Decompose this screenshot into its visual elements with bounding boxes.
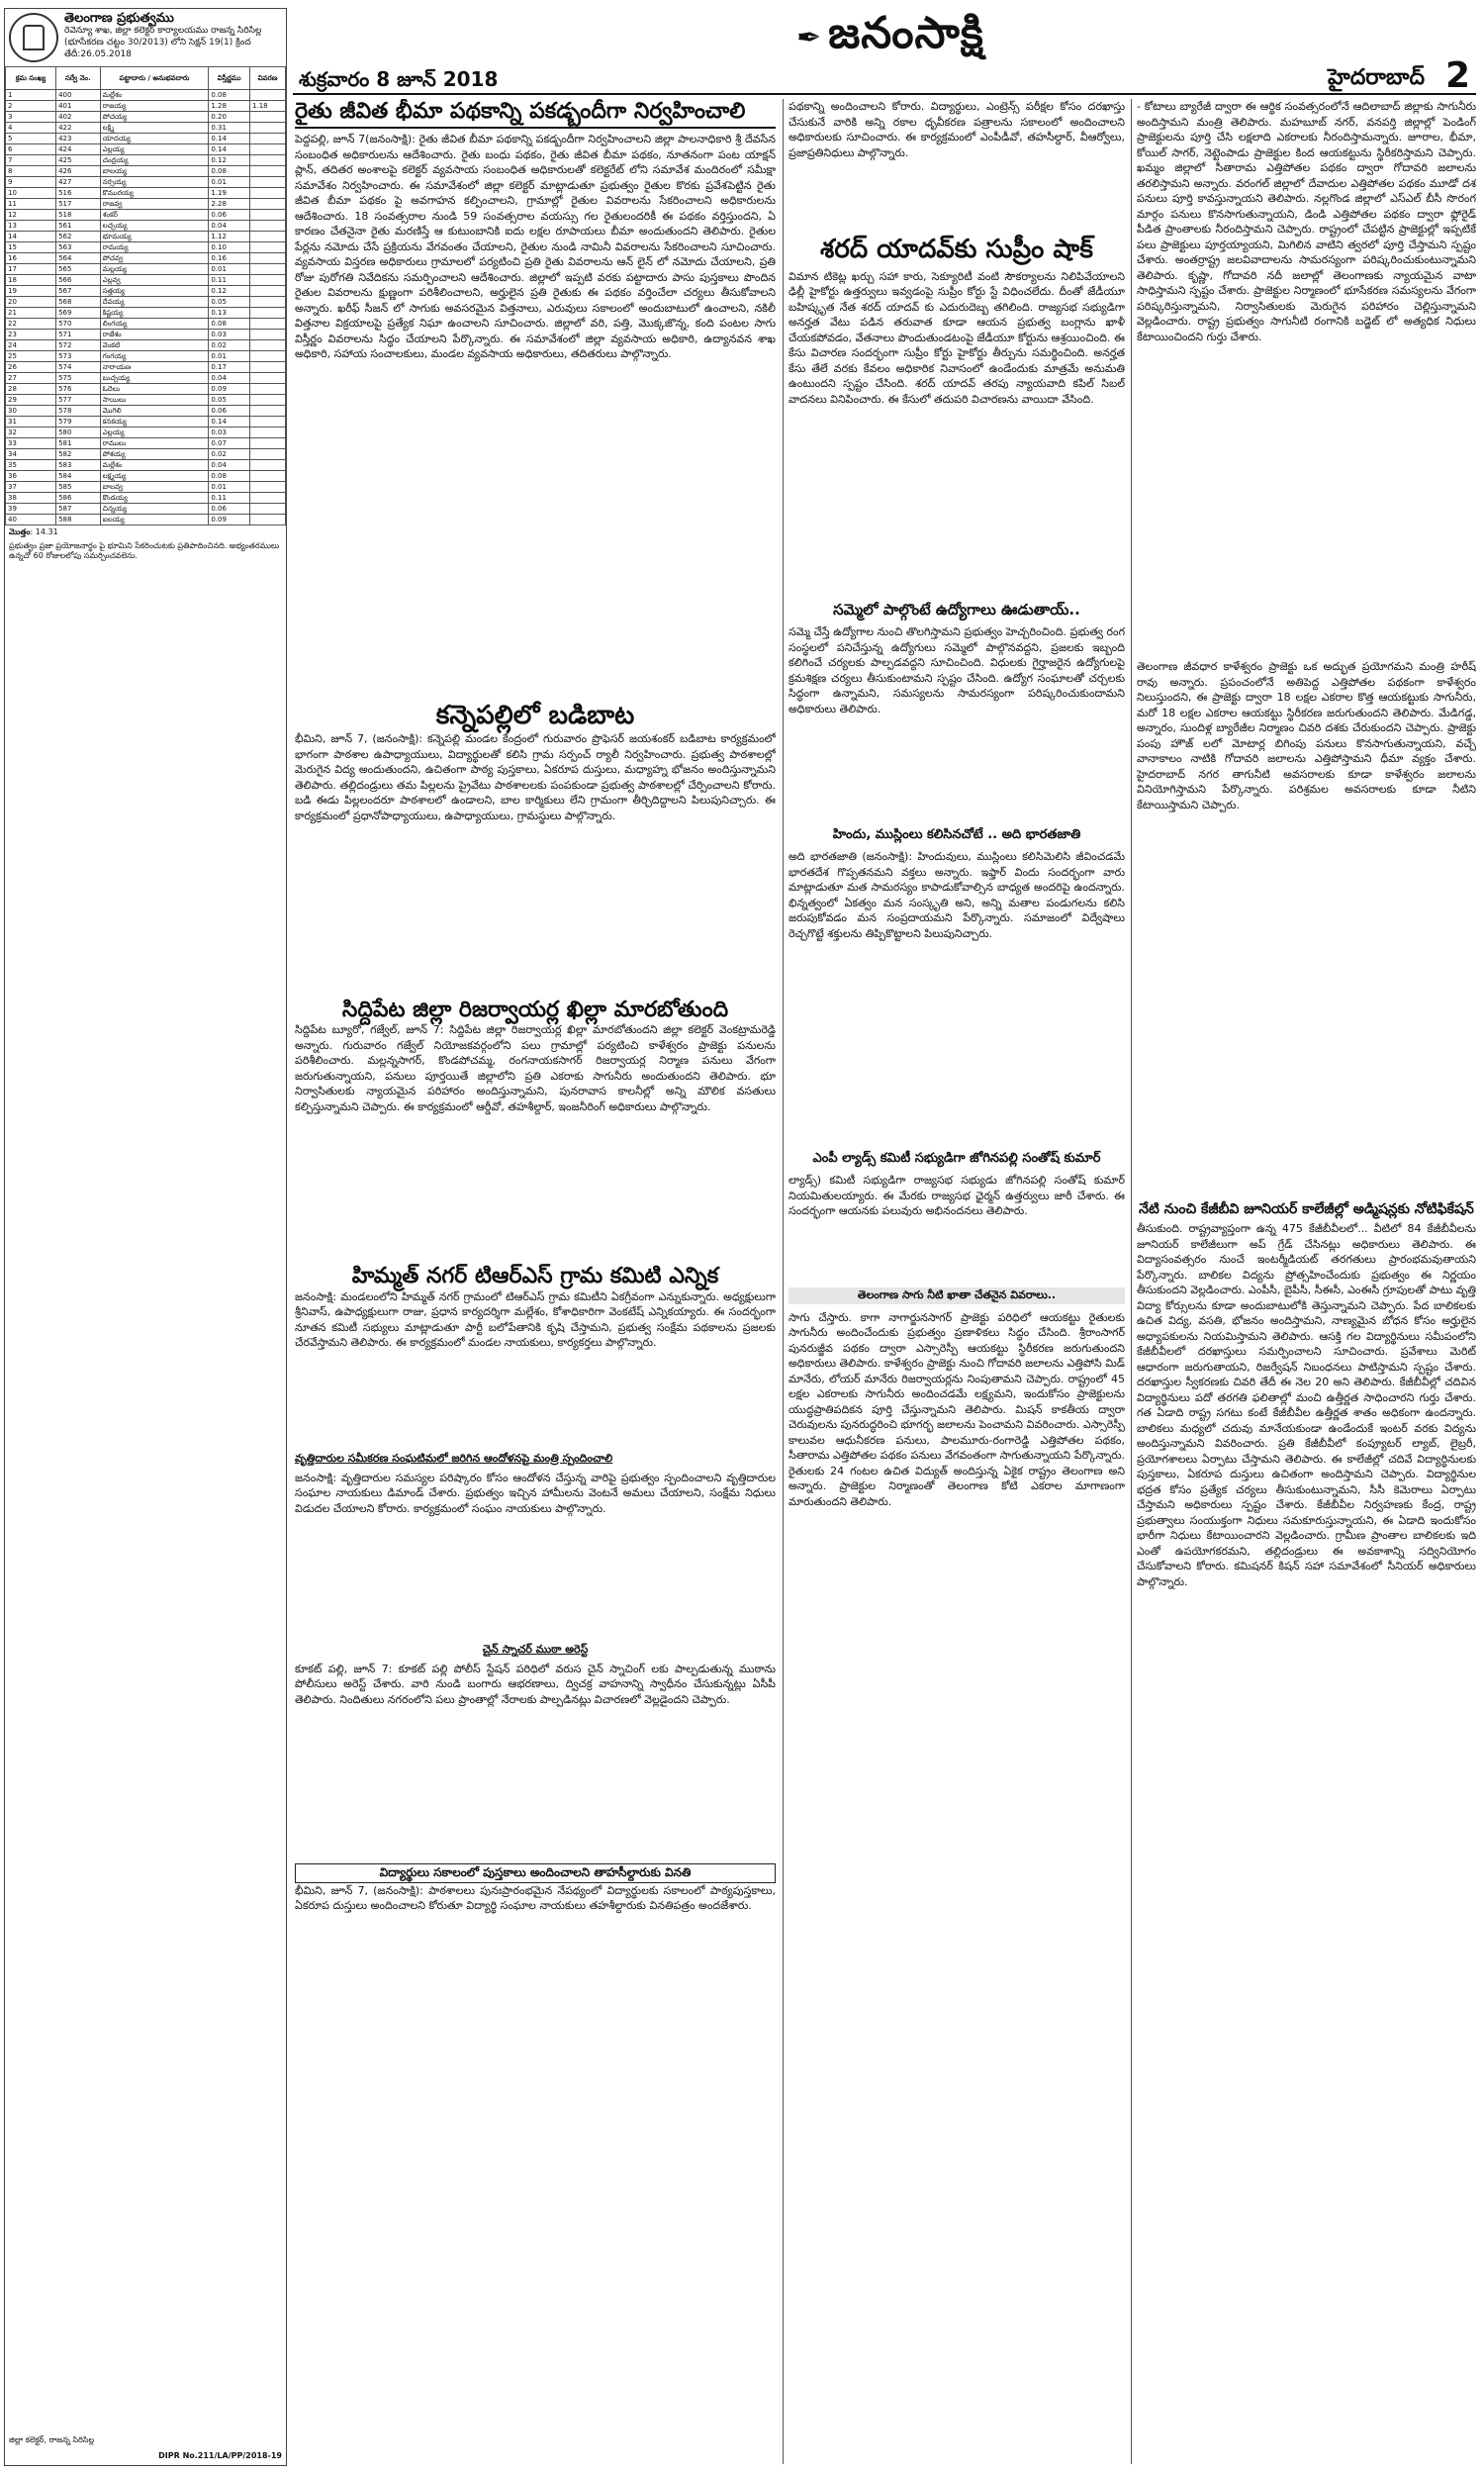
table-cell: 0.04: [209, 373, 250, 384]
table-cell: 8: [6, 166, 56, 177]
table-cell: 0.01: [209, 264, 250, 275]
column-a: [295, 99, 776, 2469]
table-cell: 517: [56, 199, 101, 210]
table-cell: 18: [6, 275, 56, 286]
table-cell: 0.14: [209, 144, 250, 155]
table-cell: 0.16: [209, 253, 250, 264]
table-cell: 568: [56, 297, 101, 308]
table-row: [6, 471, 286, 482]
table-cell: 0.13: [209, 308, 250, 319]
table-cell: 37: [6, 482, 56, 493]
table-cell: 33: [6, 438, 56, 449]
notice-header: [5, 9, 286, 66]
table-cell: రాజయ్య: [100, 101, 209, 112]
table-cell: [250, 286, 286, 297]
table-cell: 0.14: [209, 134, 250, 144]
article-siddipet: సిద్దిపేట బ్యూరో, గజ్వేల్, జూన్ 7: సిద్దిపేట జిల్లా రిజర్వాయర్ల ఖిల్లా మారబోతుందని జిల్లా కలెక్టర్ వెంకట్రామరెడ్డి అన్నారు. గురువారం గజ్వేల్ నియోజకవర్గంలోని పలు గ్రామాల్లో పర్యటించి కాళేశ్వరం ప్రాజెక్టు పనులను పరిశీలించారు. మల్లన్నసాగర్, కొండపోచమ్మ, రంగనాయకసాగర్ రిజర్వాయర్ల నిర్మాణ పనులు వేగంగా జరుగుతున్నాయని, పనులు పూర్తయితే జిల్లాలోని ప్రతి ఎకరాకు సాగునీరు అందుతుందని తెలిపారు. భూ నిర్వాసితులకు న్యాయమైన పరిహారం అందిస్తున్నామని, పునరావాస కాలనీల్లో అన్ని మౌలిక వసతులు కల్పిస్తున్నామని చెప్పారు. ఈ కార్యక్రమంలో ఆర్డీవో, తహశీల్దార్, ఇంజనీరింగ్ అధికారులు పాల్గొన్నారు.: [295, 1023, 776, 1113]
notice-table-header: క్రమ సంఖ్య: [6, 67, 56, 90]
dipr-number: DIPR No.211/LA/PP/2018-19: [158, 2451, 282, 2460]
table-cell: [250, 438, 286, 449]
table-cell: దేవయ్య: [100, 297, 209, 308]
table-cell: ఎల్లయ్య: [100, 428, 209, 438]
notice-signature: జిల్లా కలెక్టర్, రాజన్న సిరిసిల్ల: [9, 2435, 95, 2444]
table-row: [6, 112, 286, 123]
table-cell: 36: [6, 471, 56, 482]
table-cell: [250, 210, 286, 221]
table-cell: 5: [6, 134, 56, 144]
headline-textbooks: విద్యార్థులు సకాలంలో పుస్తకాలు అందించాలని తాహసీల్దారుకు వినతి: [295, 1863, 776, 1883]
table-cell: 584: [56, 471, 101, 482]
table-cell: కిష్టయ్య: [100, 308, 209, 319]
table-cell: 9: [6, 177, 56, 188]
table-cell: 1.28: [209, 101, 250, 112]
table-cell: 422: [56, 123, 101, 134]
table-cell: నారాయణ: [100, 362, 209, 373]
land-acquisition-notice: [4, 8, 287, 2466]
table-cell: 587: [56, 504, 101, 515]
table-cell: 564: [56, 253, 101, 264]
column-divider: [1131, 99, 1132, 2464]
table-cell: [250, 166, 286, 177]
table-cell: [250, 373, 286, 384]
table-cell: 516: [56, 188, 101, 199]
table-cell: పోచవ్వ: [100, 253, 209, 264]
table-cell: 0.20: [209, 112, 250, 123]
table-cell: 4: [6, 123, 56, 134]
table-cell: [250, 123, 286, 134]
table-cell: [250, 264, 286, 275]
table-row: [6, 90, 286, 101]
table-cell: 31: [6, 417, 56, 428]
table-cell: [250, 395, 286, 406]
table-cell: [250, 449, 286, 460]
table-cell: మల్లేశం: [100, 90, 209, 101]
table-cell: 565: [56, 264, 101, 275]
table-row: [6, 210, 286, 221]
table-cell: 30: [6, 406, 56, 417]
table-row: [6, 438, 286, 449]
table-cell: 11: [6, 199, 56, 210]
table-row: [6, 362, 286, 373]
table-cell: శంకర్: [100, 210, 209, 221]
table-cell: 35: [6, 460, 56, 471]
headline-siddipet: సిద్దిపేట జిల్లా రిజర్వాయర్ల ఖిల్లా మారబోతుంది: [341, 998, 729, 1023]
table-cell: 588: [56, 515, 101, 525]
subhead-artisans: వృత్తిదారుల సమీకరణ సంఘటిమలో జరిగిన ఆందోళనపై మంత్రి స్పందించాలి: [295, 1451, 613, 1465]
table-row: [6, 144, 286, 155]
article-farmer-insurance: పెద్దపల్లి, జూన్ 7(జనంసాక్షి): రైతు జీవిత బీమా పథకాన్ని పకడ్బందీగా నిర్వహించాలని జిల్లా పాలనాధికారి శ్రీ దేవసేన సంబంధిత అధికారులను ఆదేశించారు. రైతు బంధు పథకం, రైతు జీవిత బీమా పథకం, నూతనంగా పంట యాక్షన్ ప్లాన్, తదితర అంశాలపై కలెక్టర్ వ్యవసాయ సంబంధిత అధికారులతో కలెక్టరేట్ లోని సమావేశ మందిరంలో సమీక్షా సమావేశం నిర్వహించారు. ఈ సమావేశంలో జిల్లా కలెక్టర్ మాట్లాడుతూ ప్రభుత్వం రైతుల కొరకు ప్రవేశపెట్టిన రైతు జీవిత బీమా పథకం పై అవగాహన కల్పించాలని, గ్రామాల్లో రైతుల వివరాలను సేకరించాలని అధికారులను ఆదేశించారు. 18 సంవత్సరాల నుండి 59 సంవత్సరాల వయస్సు గల రైతులందరికీ ఈ పథకం వర్తిస్తుందని, ఏ కారణం చేతనైనా రైతు మరణిస్తే ఆ కుటుంబానికి ఐదు లక్షల రూపాయలు బీమా అందుతుందని తెలిపారు. రైతుల పేర్లను నమోదు చేసే ప్రక్రియను వేగవంతం చేయాలని, రైతుల నుండి నామినీ వివరాలను సేకరించాలని సూచించారు. వ్యవసాయ విస్తరణ అధికారులు గ్రామాలలో పర్యటించి ప్రతి రైతు వివరాలను ఆన్ లైన్ లో నమోదు చేయాలని, ప్రతి రోజు పురోగతి నివేదికను సమర్పించాలని ఆదేశించారు. జిల్లాలో ఇప్పటి వరకు పట్టాదారు పాసు పుస్తకాలు పొందిన రైతుల వివరాలను క్షుణ్ణంగా పరిశీలించాలని, అర్హులైన ప్రతి రైతుకు ఈ పథకం వర్తించేలా చర్యలు తీసుకోవాలని అన్నారు. ఖరీఫ్ సీజన్ లో సాగుకు అవసరమైన విత్తనాలు, ఎరువులు సకాలంలో అందుబాటులో ఉంచాలని, నకిలీ విత్తనాల విక్రయాలపై ప్రత్యేక నిఘా ఉంచాలని సూచించారు. జిల్లాలో వరి, పత్తి, మొక్కజొన్న, కంది పంటల సాగు విస్తీర్ణం వివరాలను సిద్ధం చేయాలని పేర్కొన్నారు. ఈ సమావేశంలో జిల్లా వ్యవసాయ అధికారి, ఉద్యానవన శాఖ అధికారి, సహాయ సంచాలకులు, మండల వ్యవసాయ అధికారులు, తదితరులు పాల్గొన్నారు.: [295, 133, 776, 361]
table-row: [6, 449, 286, 460]
article-himmat-nagar: జనంసాక్షి: మండలంలోని హిమ్మత్ నగర్ గ్రామంలో టిఆర్ఎస్ గ్రామ కమిటీని ఏకగ్రీవంగా ఎన్నుకున్నారు. అధ్యక్షులుగా శ్రీనివాస్, ఉపాధ్యక్షులుగా రాజు, ప్రధాన కార్యదర్శిగా మల్లేశం, కోశాధికారిగా వెంకటేష్ ఎన్నికయ్యారు. ఈ సందర్భంగా నూతన కమిటీ సభ్యులు మాట్లాడుతూ పార్టీ బలోపేతానికి కృషి చేస్తామని, ప్రభుత్వ సంక్షేమ పథకాలను ప్రజలకు చేరవేస్తామని తెలిపారు. ఈ కార్యక్రమంలో మండల నాయకులు, కార్యకర్తలు పాల్గొన్నారు.: [295, 1289, 776, 1350]
table-cell: 0.10: [209, 242, 250, 253]
notice-date: తేదీ:26.05.2018: [64, 49, 132, 59]
table-cell: 12: [6, 210, 56, 221]
table-cell: బుచ్చయ్య: [100, 373, 209, 384]
table-cell: [250, 134, 286, 144]
table-cell: ఎల్లవ్వ: [100, 275, 209, 286]
table-cell: 19: [6, 286, 56, 297]
table-cell: 583: [56, 460, 101, 471]
table-cell: 0.11: [209, 275, 250, 286]
headline-unity: హిందు, ముస్లింలు కలిసినచోటే .. అది భారతజాతి: [832, 827, 1081, 843]
table-cell: [250, 188, 286, 199]
table-cell: 424: [56, 144, 101, 155]
column-c: [1137, 99, 1476, 2469]
table-row: [6, 242, 286, 253]
table-cell: [250, 144, 286, 155]
table-row: [6, 515, 286, 525]
article-unity: అది భారతజాతి (జనంసాక్షి): హిందువులు, ముస్లింలు కలిసిమెలిసి జీవించడమే భారతదేశ గొప్పతనమని వక్తలు అన్నారు. ఇఫ్తార్ విందు సందర్భంగా వారు మాట్లాడుతూ మత సామరస్యం కాపాడుకోవాల్సిన బాధ్యత అందరిపై ఉందన్నారు. భిన్నత్వంలో ఏకత్వం మన సంస్కృతి అని, అన్ని మతాల పండుగలను కలిసి జరుపుకోవడం మన సంప్రదాయమని పేర్కొన్నారు. సమాజంలో విద్వేషాలు రెచ్చగొట్టే శక్తులను తిప్పికొట్టాలని పిలుపునిచ్చారు.: [788, 850, 1125, 940]
article-badibata: భీమిని, జూన్ 7, (జనంసాక్షి): కన్నెపల్లి మండల కేంద్రంలో గురువారం ప్రొఫెసర్ జయశంకర్ బడిబాట కార్యక్రమంలో భాగంగా పాఠశాల ఉపాధ్యాయులు, విద్యార్థులతో కలిసి గ్రామ సర్పంచ్ ర్యాలీ నిర్వహించారు. ప్రభుత్వ పాఠశాలల్లో మెరుగైన విద్య అందుతుందని, ఉచితంగా పాఠ్య పుస్తకాలు, ఏకరూప దుస్తులు, మధ్యాహ్న భోజనం అందిస్తున్నామని తెలిపారు. తల్లిదండ్రులు తమ పిల్లలను ప్రైవేటు పాఠశాలలకు పంపకుండా ప్రభుత్వ పాఠశాలల్లో చేర్పించాలని కోరారు. బడి ఈడు పిల్లలందరూ పాఠశాలలో ఉండాలని, బాల కార్మికులు లేని గ్రామంగా తీర్చిదిద్దాలని పిలుపునిచ్చారు. ఈ కార్యక్రమంలో ప్రధానోపాధ్యాయులు, ఉపాధ్యాయులు, గ్రామస్థులు పాల్గొన్నారు.: [295, 732, 776, 822]
table-row: [6, 504, 286, 515]
headline-rule: [295, 127, 776, 129]
table-row: [6, 232, 286, 242]
table-cell: సత్తయ్య: [100, 286, 209, 297]
table-cell: రాజవ్వ: [100, 199, 209, 210]
table-cell: [250, 417, 286, 428]
table-cell: 0.05: [209, 297, 250, 308]
table-cell: 0.02: [209, 340, 250, 351]
table-cell: 2: [6, 101, 56, 112]
table-cell: చిన్నయ్య: [100, 504, 209, 515]
table-cell: మల్లయ్య: [100, 264, 209, 275]
headline-farmer-insurance: రైతు జీవిత భీమా పథకాన్ని పకడ్బందీగా నిర్వహించాలి: [295, 99, 746, 124]
table-cell: 0.06: [209, 504, 250, 515]
notice-total: మొత్తం: 14.31: [9, 527, 58, 536]
table-cell: [250, 297, 286, 308]
table-row: [6, 493, 286, 504]
article-textbooks: భీమిని, జూన్ 7, (జనంసాక్షి): పాఠశాలలు పునఃప్రారంభమైన నేపథ్యంలో విద్యార్థులకు సకాలంలో పాఠ్యపుస్తకాలు, ఏకరూప దుస్తులు అందించాలని కోరుతూ విద్యార్థి సంఘాల నాయకులు తహశీల్దారుకు వినతిపత్రం అందజేశారు.: [295, 1883, 776, 1913]
table-cell: 26: [6, 362, 56, 373]
table-cell: 0.07: [209, 438, 250, 449]
table-cell: [250, 362, 286, 373]
table-cell: 0.08: [209, 471, 250, 482]
table-row: [6, 155, 286, 166]
table-cell: 0.08: [209, 166, 250, 177]
headline-strike: సమ్మెలో పాల్గొంటే ఉద్యోగాలు ఊడుతాయ్..: [833, 600, 1080, 619]
table-row: [6, 123, 286, 134]
table-cell: పోశయ్య: [100, 449, 209, 460]
table-cell: [250, 242, 286, 253]
table-cell: భూమయ్య: [100, 232, 209, 242]
edition-city: హైదరాబాద్: [1328, 65, 1425, 90]
government-emblem-icon: [9, 13, 58, 62]
table-cell: 28: [6, 384, 56, 395]
table-row: [6, 460, 286, 471]
table-cell: 20: [6, 297, 56, 308]
table-cell: 0.17: [209, 362, 250, 373]
notice-office: రెవెన్యూ శాఖ, జిల్లా కలెక్టర్ కార్యాలయము రాజన్న సిరిసిల్ల: [64, 26, 262, 36]
article-projects: - కోటాలు బ్యారేజీ ద్వారా ఈ ఆర్థిక సంవత్సరంలోనే ఆదిలాబాద్ జిల్లాకు సాగునీరు అందిస్తామని మంత్రి తెలిపారు. మహబూబ్ నగర్, వనపర్తి జిల్లాల్లో పెండింగ్ ప్రాజెక్టులను పూర్తి చేసి లక్షలాది ఎకరాలకు నీరందిస్తామన్నారు. జూరాల, భీమా, కోయిల్ సాగర్, నెట్టెంపాడు ప్రాజెక్టుల కింద ఆయకట్టును స్థిరీకరిస్తామని చెప్పారు. ఖమ్మం జిల్లాలో సీతారామ ఎత్తిపోతల పథకం ద్వారా గోదావరి జలాలను తరలిస్తామని అన్నారు. వరంగల్ జిల్లాలో దేవాదుల ఎత్తిపోతల పథకం మూడో దశ పనులు పూర్తి కావస్తున్నాయని తెలిపారు. నల్లగొండ జిల్లాలో ఎస్ఎల్ బీసీ సొరంగ మార్గం పనులు కొనసాగుతున్నాయని, డిండి ఎత్తిపోతల పథకం ద్వారా ఫ్లోరైడ్ పీడిత ప్రాంతాలకు నీరందిస్తామని చెప్పారు. రాష్ట్రంలో చేపట్టిన ప్రాజెక్టుల్లో ఇప్పటికే పలు ప్రాజెక్టులు పూర్తయ్యాయని, మిగిలిన వాటిని త్వరలో పూర్తి చేస్తామని స్పష్టం చేశారు. అంతర్రాష్ట్ర జలవివాదాలను సామరస్యంగా పరిష్కరించుకుంటున్నామని తెలిపారు. కృష్ణా, గోదావరి నదీ జలాల్లో తెలంగాణకు న్యాయమైన వాటా సాధిస్తామని స్పష్టం చేశారు. ప్రాజెక్టుల నిర్మాణంలో భూసేకరణ సమస్యలను వేగంగా పరిష్కరిస్తున్నామని, నిర్వాసితులకు మెరుగైన పరిహారం చెల్లిస్తున్నామని వెల్లడించారు. రాష్ట్ర ప్రభుత్వం సాగునీటి రంగానికి బడ్జెట్ లో అత్యధిక నిధులు కేటాయించిందని గుర్తు చేశారు.: [1137, 100, 1476, 343]
table-cell: 561: [56, 221, 101, 232]
article-irrigation: సాగు చేస్తారు. కాగా నాగార్జునసాగర్ ప్రాజెక్టు పరిధిలో ఆయకట్టు రైతులకు సాగునీరు అందించేందుకు ప్రభుత్వం ప్రణాళికలు సిద్ధం చేసింది. శ్రీరాంసాగర్ పునరుజ్జీవ పథకం ద్వారా ఎస్సారెస్పీ ఆయకట్టు స్థిరీకరణ జరుగుతుందని అధికారులు తెలిపారు. కాళేశ్వరం ప్రాజెక్టు నుంచి గోదావరి జలాలను ఎత్తిపోసి మిడ్ మానేరు, లోయర్ మానేరు రిజర్వాయర్లను నింపుతామని చెప్పారు. రాష్ట్రంలో 45 లక్షల ఎకరాలకు సాగునీరు అందించడమే లక్ష్యమని, ఇందుకోసం ప్రాజెక్టులను యుద్ధప్రాతిపదికన పూర్తి చేస్తున్నామని తెలిపారు. మిషన్ కాకతీయ ద్వారా చెరువులను పునరుద్ధరించి భూగర్భ జలాలను పెంచామని వివరించారు. ఎస్సారెస్పీ కాలువల ఆధునీకరణ పనులు, పాలమూరు-రంగారెడ్డి ఎత్తిపోతల పథకం, సీతారామ ఎత్తిపోతల పథకం పనులు వేగవంతంగా సాగుతున్నాయని పేర్కొన్నారు. రైతులకు 24 గంటల ఉచిత విద్యుత్ అందిస్తున్న ఏకైక రాష్ట్రం తెలంగాణ అని అన్నారు. ప్రాజెక్టుల నిర్మాణంతో తెలంగాణ కోటి ఎకరాల మాగాణంగా మారుతుందని తెలిపారు.: [788, 1310, 1125, 1508]
table-cell: 585: [56, 482, 101, 493]
table-row: [6, 177, 286, 188]
table-cell: 17: [6, 264, 56, 275]
table-row: [6, 221, 286, 232]
table-cell: 23: [6, 330, 56, 340]
table-row: [6, 166, 286, 177]
table-cell: 34: [6, 449, 56, 460]
notice-table: [5, 66, 286, 525]
headline-badibata: కన్నెపల్లిలో బడిబాట: [435, 701, 635, 731]
table-cell: 0.09: [209, 384, 250, 395]
table-cell: 562: [56, 232, 101, 242]
table-row: [6, 188, 286, 199]
table-cell: 576: [56, 384, 101, 395]
table-row: [6, 340, 286, 351]
table-cell: 0.06: [209, 210, 250, 221]
table-cell: [250, 504, 286, 515]
table-cell: 1.19: [209, 188, 250, 199]
table-cell: 0.01: [209, 177, 250, 188]
table-cell: [250, 482, 286, 493]
headline-mplads: ఎంపీ ల్యాడ్స్ కమిటీ సభ్యుడిగా జోగినపల్లి సంతోష్ కుమార్: [812, 1151, 1101, 1167]
table-row: [6, 417, 286, 428]
table-row: [6, 384, 286, 395]
notice-table-header: సర్వే నెం.: [56, 67, 101, 90]
table-cell: మొగిలి: [100, 406, 209, 417]
table-cell: 0.09: [209, 515, 250, 525]
table-cell: 400: [56, 90, 101, 101]
table-row: [6, 101, 286, 112]
table-cell: 402: [56, 112, 101, 123]
table-cell: 24: [6, 340, 56, 351]
table-cell: రామయ్య: [100, 242, 209, 253]
newspaper-logo: [796, 8, 984, 69]
table-cell: [250, 275, 286, 286]
table-cell: బాలయ్య: [100, 166, 209, 177]
table-cell: 567: [56, 286, 101, 297]
table-cell: 2.28: [209, 199, 250, 210]
table-cell: [250, 460, 286, 471]
notice-body: ప్రభుత్వం ప్రజా ప్రయోజనార్థం పై భూమిని సేకరించుటకు ప్రతిపాదించినది. అభ్యంతరములు ఉన్నచో 60 రోజులలోపు సమర్పించవలెను.: [9, 541, 280, 560]
table-row: [6, 395, 286, 406]
page-number: 2: [1444, 55, 1470, 96]
table-cell: 10: [6, 188, 56, 199]
article-artisans: జనంసాక్షి: వృత్తిదారుల సమస్యల పరిష్కారం కోసం ఆందోళన చేస్తున్న వారిపై ప్రభుత్వం స్పందించాలని వృత్తిదారుల సంఘాల నాయకులు డిమాండ్ చేశారు. ప్రభుత్వం ఇచ్చిన హామీలను వెంటనే అమలు చేయాలని, సంక్షేమ నిధులు విడుదల చేయాలని కోరారు. కార్యక్రమంలో సంఘం నాయకులు పాల్గొన్నారు.: [295, 1471, 776, 1515]
table-cell: 0.14: [209, 417, 250, 428]
table-cell: ఎల్లయ్య: [100, 144, 209, 155]
table-cell: 426: [56, 166, 101, 177]
table-cell: మల్లేశం: [100, 460, 209, 471]
logo-text: జనంసాక్షి: [828, 8, 984, 58]
masthead-rule: [293, 93, 1476, 95]
table-cell: 0.02: [209, 449, 250, 460]
table-row: [6, 308, 286, 319]
table-cell: 25: [6, 351, 56, 362]
table-row: [6, 319, 286, 330]
table-cell: 586: [56, 493, 101, 504]
table-cell: [250, 199, 286, 210]
table-cell: సాయిలు: [100, 395, 209, 406]
table-cell: 427: [56, 177, 101, 188]
table-cell: [250, 112, 286, 123]
table-cell: 573: [56, 351, 101, 362]
table-cell: [250, 221, 286, 232]
pen-nib-icon: ✒: [796, 21, 823, 55]
table-row: [6, 199, 286, 210]
headline-sharad-yadav: శరద్ యాదవ్‌కు సుప్రీం షాక్: [820, 235, 1093, 264]
table-cell: 566: [56, 275, 101, 286]
table-cell: [250, 232, 286, 242]
table-cell: 582: [56, 449, 101, 460]
table-cell: 14: [6, 232, 56, 242]
table-cell: 518: [56, 210, 101, 221]
table-cell: [250, 90, 286, 101]
headline-irrigation: తెలంగాణ సాగు నీటి ఖాతా చేతనైన వివరాలు..: [788, 1287, 1125, 1304]
table-cell: 401: [56, 101, 101, 112]
table-cell: 0.11: [209, 493, 250, 504]
table-cell: 13: [6, 221, 56, 232]
table-cell: [250, 471, 286, 482]
table-cell: 21: [6, 308, 56, 319]
table-cell: 15: [6, 242, 56, 253]
table-cell: లింగయ్య: [100, 319, 209, 330]
table-row: [6, 275, 286, 286]
table-cell: బాలవ్వ: [100, 482, 209, 493]
table-cell: 0.08: [209, 319, 250, 330]
table-cell: నర్సయ్య: [100, 177, 209, 188]
table-cell: లచ్చయ్య: [100, 221, 209, 232]
table-cell: 27: [6, 373, 56, 384]
table-cell: [250, 253, 286, 264]
table-cell: 0.06: [209, 406, 250, 417]
table-cell: 580: [56, 428, 101, 438]
article-certificates: పథకాన్ని అందించాలని కోరారు. విద్యార్థులు, ఎంట్రెన్స్ పరీక్షల కోసం దరఖాస్తు చేసుకునే వారికి అన్ని రకాల ధృవీకరణ పత్రాలను సకాలంలో అందించాలని అధికారులకు సూచించారు. ఈ కార్యక్రమంలో ఎంపీడీవో, తహసీల్దార్, వీఆర్వోలు, ప్రజాప్రతినిధులు పాల్గొన్నారు.: [788, 100, 1125, 159]
table-cell: [250, 493, 286, 504]
table-cell: 32: [6, 428, 56, 438]
article-chain-snatcher: కూకట్ పల్లి, జూన్ 7: కూకట్ పల్లి పోలీస్ స్టేషన్ పరిధిలో వరుస చైన్ స్నాచింగ్ లకు పాల్పడుతున్న ముఠాను పోలీసులు అరెస్ట్ చేశారు. వారి నుండి బంగారు ఆభరణాలు, ద్విచక్ర వాహనాన్ని స్వాధీనం చేసుకున్నట్లు ఏసీపీ తెలిపారు. నిందితులు నగరంలోని పలు ప్రాంతాల్లో నేరాలకు పాల్పడినట్లు విచారణలో వెల్లడైందని చెప్పారు.: [295, 1662, 776, 1706]
table-cell: 22: [6, 319, 56, 330]
table-cell: పోచయ్య: [100, 112, 209, 123]
table-cell: [250, 330, 286, 340]
table-cell: 40: [6, 515, 56, 525]
headline-himmat-nagar: హిమ్మత్ నగర్ టిఆర్ఎస్ గ్రామ కమిటి ఎన్నిక: [351, 1264, 719, 1289]
table-cell: 425: [56, 155, 101, 166]
table-row: [6, 253, 286, 264]
table-cell: [250, 155, 286, 166]
table-cell: కొమురయ్య: [100, 188, 209, 199]
column-divider: [783, 99, 784, 2464]
article-strike: సమ్మె చేస్తే ఉద్యోగాల నుంచి తొలగిస్తామని ప్రభుత్వం హెచ్చరించింది. ప్రభుత్వ రంగ సంస్థలలో పనిచేస్తున్న ఉద్యోగులు సమ్మెలో పాల్గొనవద్దని, ప్రజలకు ఇబ్బంది కలిగించే చర్యలకు పాల్పడవద్దని సూచించింది. విధులకు గైర్హాజరైన ఉద్యోగులపై క్రమశిక్షణ చర్యలు తీసుకుంటామని స్పష్టం చేసింది. ఉద్యోగ సంఘాలతో చర్చలకు సిద్ధంగా ఉన్నామని, సమస్యలను సామరస్యంగా పరిష్కరించుకుందామని అధికారులు తెలిపారు.: [788, 625, 1125, 715]
table-cell: 572: [56, 340, 101, 351]
table-cell: 39: [6, 504, 56, 515]
notice-gov: తెలంగాణ ప్రభుత్వము: [64, 11, 174, 26]
article-kgbv: తీసుకుంది. రాష్ట్రవ్యాప్తంగా ఉన్న 475 కేజీబీవీలలో... వీటిలో 84 కేజీబీవీలను జూనియర్ కాలేజీలుగా అప్ గ్రేడ్ చేసినట్లు అధికారులు తెలిపారు. ఈ విద్యాసంవత్సరం నుంచే ఇంటర్మీడియట్ తరగతులు ప్రారంభమవుతాయని పేర్కొన్నారు. బాలికల విద్యను ప్రోత్సహించేందుకు ప్రభుత్వం ఈ నిర్ణయం తీసుకుందని వెల్లడించారు. ఎంపీసీ, బైపీసీ, సీఈసీ, ఎంఈసీ గ్రూపులతో పాటు వృత్తి విద్యా కోర్సులను కూడా అందుబాటులోకి తెస్తున్నామని చెప్పారు. పేద బాలికలకు ఉచిత విద్య, వసతి, భోజనం అందిస్తామని, నాణ్యమైన బోధన కోసం అర్హులైన అధ్యాపకులను నియమిస్తామని తెలిపారు. ఆసక్తి గల విద్యార్థినులు సమీపంలోని కేజీబీవీలలో దరఖాస్తులు సమర్పించాలని సూచించారు. ప్రవేశాలు మెరిట్ ఆధారంగా జరుగుతాయని, రిజర్వేషన్ నిబంధనలు పాటిస్తామని స్పష్టం చేశారు. దరఖాస్తుల స్వీకరణకు చివరి తేదీ ఈ నెల 20 అని తెలిపారు. కేజీబీవీల్లో చదివిన విద్యార్థినులు పదో తరగతి ఫలితాల్లో మంచి ఉత్తీర్ణత సాధించారని గుర్తు చేశారు. గత ఏడాది రాష్ట్ర సగటు కంటే కేజీబీవీల ఉత్తీర్ణత శాతం అధికంగా ఉందన్నారు. బాలికలు మధ్యలో చదువు మానేయకుండా ఉండేందుకే ఇంటర్ వరకు విద్యను అందిస్తున్నామని వివరించారు. ప్రతి కేజీబీవీలో కంప్యూటర్ ల్యాబ్, లైబ్రరీ, ప్రయోగశాలలు ఏర్పాటు చేస్తామని తెలిపారు. ఈ కాలేజీల్లో చదివే విద్యార్థినులకు పుస్తకాలు, ఏకరూప దుస్తులు ఉచితంగా అందిస్తామని చెప్పారు. విద్యార్థినుల భద్రత కోసం ప్రత్యేక చర్యలు తీసుకుంటున్నామని, సీసీ కెమెరాలు ఏర్పాటు చేస్తామని అధికారులు స్పష్టం చేశారు. కేజీబీవీల నిర్వహణకు కేంద్ర, రాష్ట్ర ప్రభుత్వాలు సంయుక్తంగా నిధులు సమకూరుస్తున్నాయని, ఈ ఏడాది ఇందుకోసం భారీగా నిధులు కేటాయించారని వెల్లడించారు. గ్రామీణ ప్రాంతాల బాలికలకు ఇది ఎంతో ఉపయోగకరమని, తల్లిదండ్రులు ఈ అవకాశాన్ని సద్వినియోగం చేసుకోవాలని కోరారు. కమిషనర్ కిషన్ సహా సమావేశంలో సీనియర్ అధికారులు పాల్గొన్నారు.: [1137, 1222, 1476, 1588]
notice-table-header: వివరణ: [250, 67, 286, 90]
table-cell: 423: [56, 134, 101, 144]
table-cell: 1: [6, 90, 56, 101]
table-cell: గంగయ్య: [100, 351, 209, 362]
table-cell: కనకయ్య: [100, 417, 209, 428]
table-cell: 0.04: [209, 221, 250, 232]
table-cell: రాజేశం: [100, 330, 209, 340]
table-cell: 577: [56, 395, 101, 406]
table-cell: 0.01: [209, 482, 250, 493]
table-cell: 1.12: [209, 232, 250, 242]
table-row: [6, 297, 286, 308]
headline-kgbv: నేటి నుంచి కేజీబీవి జూనియర్ కాలేజీల్లో అడ్మిషన్లకు నోటిఫికేషన్: [1139, 1201, 1474, 1217]
table-row: [6, 373, 286, 384]
table-row: [6, 264, 286, 275]
table-cell: 575: [56, 373, 101, 384]
table-cell: [250, 515, 286, 525]
table-cell: 571: [56, 330, 101, 340]
article-sharad-yadav: విమాన టికెట్ల ఖర్చు సహా కారు, సెక్యూరిటీ వంటి సౌకర్యాలను నిలిపివేయాలని ఢిల్లీ హైకోర్టు ఉత్తర్వులు ఇవ్వడంపై సుప్రీం కోర్టు స్టే విధించలేదు. దీంతో జేడీయూ బహిష్కృత నేత శరద్ యాదవ్ కు ఎదురుదెబ్బ తగిలింది. రాజ్యసభ సభ్యుడిగా అనర్హత వేటు పడిన తరువాత కూడా ఆయన ప్రభుత్వ బంగ్లాను ఖాళీ చేయకపోవడం, వేతనాలు పొందుతుండటంపై జేడీయూ కోర్టును ఆశ్రయించింది. ఈ కేసు విచారణ సందర్భంగా సుప్రీం కోర్టు హైకోర్టు తీర్పును సమర్థించింది. అనర్హత కేసు తేలే వరకు కేవలం అధికారిక నివాసంలో ఉండేందుకు మాత్రమే అనుమతి ఉంటుందని స్పష్టం చేసింది. శరద్ యాదవ్ తరపు న్యాయవాది కపిల్ సిబల్ వాదనలు వినిపించారు. ఈ కేసులో తదుపరి విచారణను వాయిదా వేసింది.: [788, 269, 1125, 406]
table-cell: 0.01: [209, 351, 250, 362]
article-mplads: ల్యాడ్స్) కమిటీ సభ్యుడిగా రాజ్యసభ సభ్యుడు జోగినపల్లి సంతోష్ కుమార్ నియమితులయ్యారు. ఈ మేరకు రాజ్యసభ ఛైర్మన్ ఉత్తర్వులు జారీ చేశారు. ఈ సందర్భంగా ఆయనకు పలువురు అభినందనలు తెలిపారు.: [788, 1174, 1125, 1218]
table-cell: 0.04: [209, 460, 250, 471]
table-cell: 29: [6, 395, 56, 406]
table-row: [6, 482, 286, 493]
table-cell: 563: [56, 242, 101, 253]
table-cell: ఐలయ్య: [100, 515, 209, 525]
table-cell: [250, 351, 286, 362]
table-cell: 38: [6, 493, 56, 504]
table-cell: [250, 428, 286, 438]
table-cell: [250, 308, 286, 319]
table-row: [6, 330, 286, 340]
table-cell: 570: [56, 319, 101, 330]
table-cell: 0.05: [209, 395, 250, 406]
table-row: [6, 134, 286, 144]
table-cell: రాములు: [100, 438, 209, 449]
table-cell: 7: [6, 155, 56, 166]
table-cell: వెంకటి: [100, 340, 209, 351]
table-cell: 0.31: [209, 123, 250, 134]
table-cell: కొండయ్య: [100, 493, 209, 504]
table-cell: 0.03: [209, 428, 250, 438]
table-cell: 3: [6, 112, 56, 123]
notice-table-header: విస్తీర్ణము: [209, 67, 250, 90]
issue-date: శుక్రవారం 8 జూన్ 2018: [299, 67, 499, 91]
notice-intro: (భూసేకరణ చట్టం 30/2013) లోని సెక్షన్ 19(1) క్రింద: [64, 38, 251, 48]
table-cell: 0.12: [209, 286, 250, 297]
column-b: [788, 99, 1125, 2469]
table-cell: లక్ష్మయ్య: [100, 471, 209, 482]
table-cell: చంద్రయ్య: [100, 155, 209, 166]
table-cell: 578: [56, 406, 101, 417]
table-cell: 6: [6, 144, 56, 155]
table-cell: ఓదెలు: [100, 384, 209, 395]
table-cell: [250, 384, 286, 395]
table-cell: [250, 319, 286, 330]
table-cell: 0.12: [209, 155, 250, 166]
table-cell: లక్ష్మి: [100, 123, 209, 134]
table-cell: [250, 340, 286, 351]
table-cell: 0.03: [209, 330, 250, 340]
table-cell: 16: [6, 253, 56, 264]
table-cell: [250, 406, 286, 417]
table-row: [6, 351, 286, 362]
table-cell: 569: [56, 308, 101, 319]
table-cell: [250, 177, 286, 188]
subhead-chain-snatcher: చైన్ స్నాచర్ ముఠా అరెస్ట్: [482, 1642, 589, 1656]
table-row: [6, 286, 286, 297]
article-kaleshwaram: తెలంగాణ జీవధార కాళేశ్వరం ప్రాజెక్టు ఒక అద్భుత ప్రయోగమని మంత్రి హరీష్ రావు అన్నారు. ప్రపంచంలోనే అతిపెద్ద ఎత్తిపోతల పథకంగా కాళేశ్వరం నిలుస్తుందని, ఈ ప్రాజెక్టు ద్వారా 18 లక్షల ఎకరాల కొత్త ఆయకట్టుకు సాగునీరు, మరో 18 లక్షల ఎకరాల ఆయకట్టు స్థిరీకరణ జరుగుతుందని తెలిపారు. మేడిగడ్డ, అన్నారం, సుందిళ్ల బ్యారేజీల నిర్మాణం చివరి దశకు చేరుకుందని చెప్పారు. ప్రాజెక్టు పంపు హౌజ్ లలో మోటార్ల బిగింపు పనులు కొనసాగుతున్నాయని, వచ్చే వానాకాలం నాటికి గోదావరి జలాలను ఎత్తిపోస్తామని ధీమా వ్యక్తం చేశారు. హైదరాబాద్ నగర తాగునీటి అవసరాలకు కూడా కాళేశ్వరం జలాలను వినియోగిస్తామని పేర్కొన్నారు. పరిశ్రమల అవసరాలకు కూడా నీటిని కేటాయిస్తామని చెప్పారు.: [1137, 660, 1476, 811]
table-cell: 0.08: [209, 90, 250, 101]
table-cell: 579: [56, 417, 101, 428]
table-cell: 1.18: [250, 101, 286, 112]
table-cell: యాదయ్య: [100, 134, 209, 144]
table-cell: 574: [56, 362, 101, 373]
table-row: [6, 406, 286, 417]
notice-table-header: పట్టాదారు / అనుభవదారు: [100, 67, 209, 90]
table-cell: 581: [56, 438, 101, 449]
table-row: [6, 428, 286, 438]
